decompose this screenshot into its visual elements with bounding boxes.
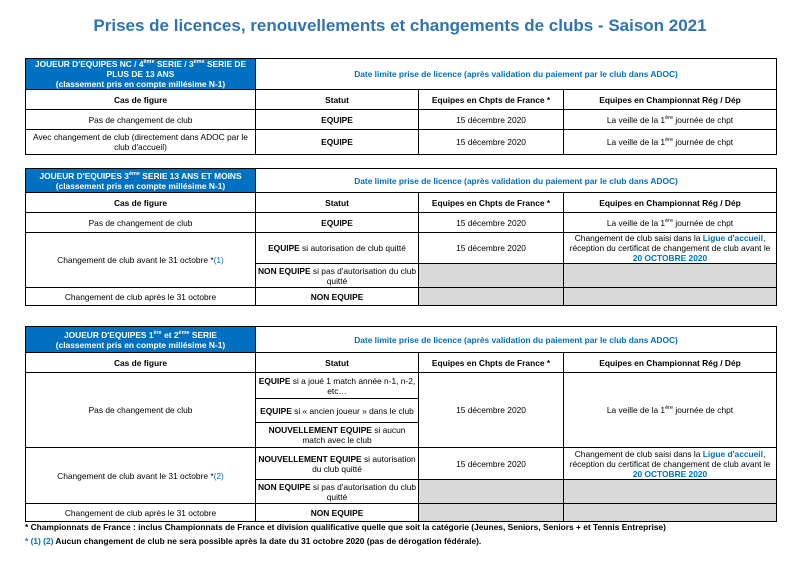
table-row [26,213,777,233]
cell-statut: NON EQUIPE si pas d'autorisation du club quitté [256,480,419,504]
table-row [26,504,777,522]
cell-cas: Changement de club avant le 31 octobre *(1) [26,233,256,288]
col-chpts-france: Equipes en Chpts de France * [419,90,564,110]
col-cas-de-figure: Cas de figure [26,353,256,373]
col-statut: Statut [256,353,419,373]
cell-empty [564,480,777,504]
table-row [26,130,777,155]
cell-statut: EQUIPE si autorisation de club quitté [256,233,419,264]
col-cas-de-figure: Cas de figure [26,90,256,110]
cell-empty [419,480,564,504]
table-1ere-2e-serie [25,326,777,522]
cell-veille: La veille de la 1ère journée de chpt [564,110,777,130]
cell-veille: La veille de la 1ère journée de chpt [564,213,777,233]
table1-date-limite: Date limite prise de licence (après validation du paiement par le club dans ADOC) [256,59,777,90]
footnote-changement: * (1) (2) Aucun changement de club ne sera possible après la date du 31 octobre 2020 (pas de dérogation fédérale). [25,536,482,546]
cell-cas: Changement de club après le 31 octobre [26,504,256,522]
cell-statut: NOUVELLEMENT EQUIPE si autorisation du club quitté [256,448,419,480]
cell-statut: NOUVELLEMENT EQUIPE si aucun match avec le club [256,423,419,448]
cell-date: 15 décembre 2020 [419,373,564,448]
cell-reg-detail: Changement de club saisi dans la Ligue d'accueil, réception du certificat de changement de club avant le 20 OCTOBRE 2020 [564,448,777,480]
table-nc-4e-3e-serie [25,58,777,155]
table2-date-limite: Date limite prise de licence (après validation du paiement par le club dans ADOC) [256,169,777,193]
cell-reg-detail: Changement de club saisi dans la Ligue d'accueil, réception du certificat de changement de club avant le 20 OCTOBRE 2020 [564,233,777,264]
cell-empty [419,504,564,522]
cell-statut: EQUIPE [256,110,419,130]
table-row [26,110,777,130]
table2-header: JOUEUR D'EQUIPES 3ème SERIE 13 ANS ET MOINS (classement pris en compte millésime N-1) [26,169,256,193]
table-3e-serie-13-ans [25,168,777,306]
cell-statut: EQUIPE si « ancien joueur » dans le club [256,399,419,423]
cell-empty [564,288,777,306]
cell-empty [564,264,777,288]
page-title: Prises de licences, renouvellements et changements de clubs - Saison 2021 [93,16,707,35]
cell-cas: Changement de club après le 31 octobre [26,288,256,306]
cell-statut: NON EQUIPE [256,504,419,522]
col-championnat-reg: Equipes en Championnat Rég / Dép [564,90,777,110]
col-championnat-reg: Equipes en Championnat Rég / Dép [564,353,777,373]
cell-date: 15 décembre 2020 [419,130,564,155]
cell-empty [419,288,564,306]
table3-header: JOUEUR D'EQUIPES 1ère et 2ème SERIE (classement pris en compte millésime N-1) [26,327,256,353]
cell-cas: Pas de changement de club [26,213,256,233]
col-statut: Statut [256,90,419,110]
table1-header: JOUEUR D'EQUIPES NC / 4ème SERIE / 3ème SERIE DE PLUS DE 13 ANS (classement pris en compte millésime N-1) [26,59,256,90]
table-row [26,233,777,264]
table3-date-limite: Date limite prise de licence (après validation du paiement par le club dans ADOC) [256,327,777,353]
col-statut: Statut [256,193,419,213]
cell-veille: La veille de la 1ère journée de chpt [564,130,777,155]
cell-statut: NON EQUIPE si pas d'autorisation du club quitté [256,264,419,288]
cell-statut: EQUIPE [256,213,419,233]
cell-empty [419,264,564,288]
cell-statut: EQUIPE si a joué 1 match année n-1, n-2, etc… [256,373,419,399]
cell-statut: NON EQUIPE [256,288,419,306]
table-row [26,288,777,306]
cell-empty [564,504,777,522]
cell-veille: La veille de la 1ère journée de chpt [564,373,777,448]
cell-cas: Pas de changement de club [26,110,256,130]
col-chpts-france: Equipes en Chpts de France * [419,193,564,213]
cell-date: 15 décembre 2020 [419,233,564,264]
cell-cas: Changement de club avant le 31 octobre *(2) [26,448,256,504]
cell-date: 15 décembre 2020 [419,213,564,233]
cell-cas: Pas de changement de club [26,373,256,448]
cell-cas: Avec changement de club (directement dans ADOC par le club d'accueil) [26,130,256,155]
table-row [26,448,777,480]
cell-date: 15 décembre 2020 [419,448,564,480]
col-chpts-france: Equipes en Chpts de France * [419,353,564,373]
cell-statut: EQUIPE [256,130,419,155]
col-championnat-reg: Equipes en Championnat Rég / Dép [564,193,777,213]
table-row [26,373,777,399]
col-cas-de-figure: Cas de figure [26,193,256,213]
cell-date: 15 décembre 2020 [419,110,564,130]
footnote-championnats: * Championnats de France : inclus Championnats de France et division qualificative quelle que soit la catégorie (Jeunes, Seniors, Seniors + et Tennis Entreprise) [25,522,666,532]
